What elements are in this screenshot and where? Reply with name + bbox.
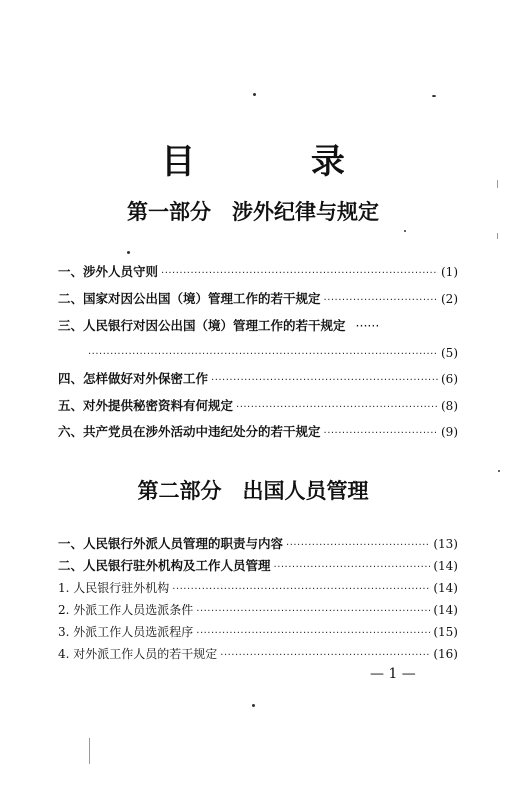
leader-dots xyxy=(211,372,438,390)
toc-subentry xyxy=(58,601,458,621)
toc-entry-label: 二、人民银行驻外机构及工作人员管理 xyxy=(58,558,271,573)
toc-entry xyxy=(58,557,458,577)
scan-speck xyxy=(432,95,436,97)
toc-entry-page: (6) xyxy=(441,372,458,386)
toc-entry-page: (5) xyxy=(441,346,458,360)
page-title: 目 录 xyxy=(161,142,397,182)
leader-dots xyxy=(196,603,430,621)
toc-entry xyxy=(58,535,458,555)
toc-entry-label: 一、涉外人员守则 xyxy=(58,264,159,279)
toc-subentry xyxy=(58,623,458,643)
toc-entry-page: (9) xyxy=(441,425,458,439)
scan-speck xyxy=(127,251,130,254)
toc-entry-continuation: ······ xyxy=(355,318,380,333)
leader-dots xyxy=(274,559,431,577)
toc-entry-label: 三、人民银行对因公出国（境）管理工作的若干规定 xyxy=(58,318,346,333)
toc-entry-page: (2) xyxy=(441,292,458,306)
part-one-heading: 第一部分 涉外纪律与规定 xyxy=(127,200,379,224)
toc-entry-label: 4. 对外派工作人员的若干规定 xyxy=(58,647,218,661)
toc-entry-page: (8) xyxy=(441,399,458,413)
scan-speck xyxy=(253,93,256,96)
toc-entry xyxy=(58,263,458,283)
leader-dots xyxy=(236,399,438,417)
scan-line xyxy=(497,180,498,188)
toc-entry-page: (14) xyxy=(433,581,458,595)
toc-entry xyxy=(58,423,458,443)
scan-line xyxy=(89,738,90,764)
toc-entry-page: (1) xyxy=(441,265,458,279)
toc-entry xyxy=(58,397,458,417)
toc-entry xyxy=(58,370,458,390)
page-number-footer: — 1 — xyxy=(370,666,416,682)
leader-dots xyxy=(196,625,430,643)
leader-dots xyxy=(220,647,430,665)
leader-dots xyxy=(324,425,438,443)
toc-entry-page: (15) xyxy=(433,625,458,639)
toc-entry-label: 3. 外派工作人员选派程序 xyxy=(58,625,194,639)
toc-entry-continued xyxy=(58,344,458,364)
toc-entry xyxy=(58,290,458,310)
toc-subentry xyxy=(58,645,458,665)
scan-line xyxy=(497,233,498,239)
leader-dots xyxy=(286,537,430,555)
scan-speck xyxy=(404,230,406,232)
toc-subentry xyxy=(58,579,458,599)
leader-dots xyxy=(324,292,438,310)
leader-dots xyxy=(161,265,438,283)
toc-entry-label: 四、怎样做好对外保密工作 xyxy=(58,371,209,386)
toc-entry xyxy=(58,317,458,335)
toc-entry-label: 2. 外派工作人员选派条件 xyxy=(58,603,194,617)
toc-entry-page: (13) xyxy=(433,537,458,551)
scan-speck xyxy=(252,704,255,707)
leader-dots xyxy=(172,581,430,599)
toc-entry-label: 二、国家对因公出国（境）管理工作的若干规定 xyxy=(58,291,321,306)
scan-speck xyxy=(498,470,500,472)
part-two-heading: 第二部分 出国人员管理 xyxy=(137,479,369,503)
toc-entry-page: (16) xyxy=(433,647,458,661)
toc-entry-label: 五、对外提供秘密资料有何规定 xyxy=(58,398,234,413)
toc-entry-label: 1. 人民银行驻外机构 xyxy=(58,581,170,595)
toc-entry-page: (14) xyxy=(433,559,458,573)
toc-entry-page: (14) xyxy=(433,603,458,617)
leader-dots xyxy=(88,346,438,364)
toc-entry-label: 一、人民银行外派人员管理的职责与内容 xyxy=(58,536,284,551)
toc-entry-label: 六、共产党员在涉外活动中违纪处分的若干规定 xyxy=(58,424,321,439)
